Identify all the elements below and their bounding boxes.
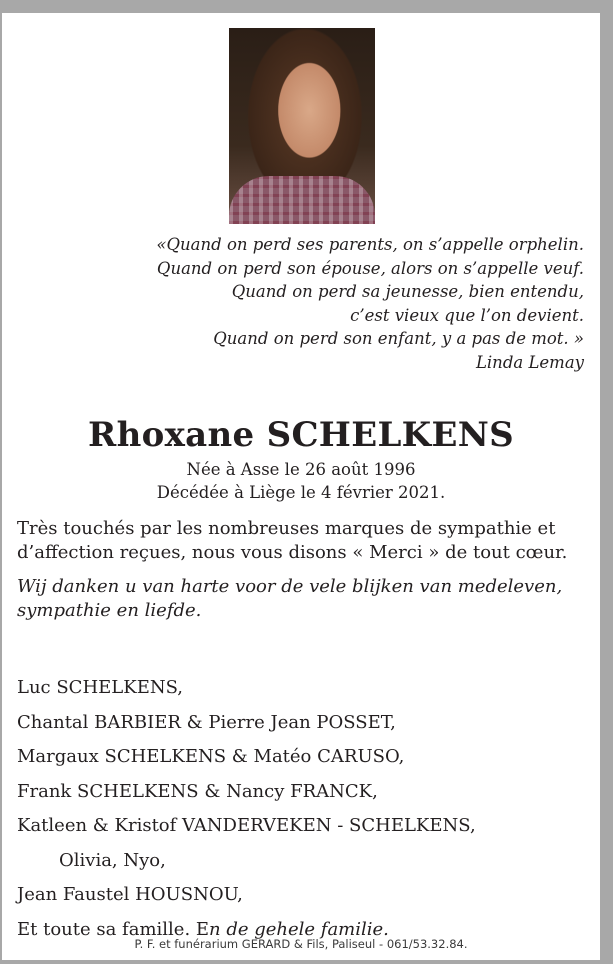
family-member: Frank SCHELKENS & Nancy FRANCK, xyxy=(17,780,378,802)
quote-line: c’est vieux que l’on devient. xyxy=(350,305,584,325)
family-member: Margaux SCHELKENS & Matéo CARUSO, xyxy=(17,746,405,767)
death-date: Décédée à Liège le 4 février 2021. xyxy=(156,483,446,502)
family-list xyxy=(17,671,587,947)
closing-dutch: n de gehele familie. xyxy=(209,918,389,940)
portrait-photo xyxy=(229,28,375,224)
birth-date: Née à Asse le 26 août 1996 xyxy=(186,460,416,479)
thanks-dutch: Wij danken u van harte voor de vele blijken van medeleven, sympathie en liefde. xyxy=(17,576,563,621)
obituary-card xyxy=(2,13,600,960)
family-member: Jean Faustel HOUSNOU, xyxy=(17,884,243,905)
thanks-french: Très touchés par les nombreuses marques de sympathie et d’affection reçues, nous vous disons « Merci » de tout cœur. xyxy=(17,518,568,563)
quote-author: Linda Lemay xyxy=(475,352,584,372)
quote-line: Quand on perd son épouse, alors on s’appelle veuf. xyxy=(156,258,584,278)
quote-line: Quand on perd sa jeunesse, bien entendu, xyxy=(231,282,584,301)
birth-death-dates xyxy=(2,458,600,504)
quote-line: Quand on perd son enfant, y a pas de mot. » xyxy=(213,329,584,348)
quote-line: «Quand on perd ses parents, on s’appelle orphelin. xyxy=(156,235,584,254)
portrait-shirt xyxy=(229,176,375,224)
family-member: Luc SCHELKENS, xyxy=(17,677,183,698)
family-member: Katleen & Kristof VANDERVEKEN - SCHELKENS, xyxy=(17,815,476,836)
family-member: Olivia, Nyo, xyxy=(59,849,166,871)
poem-quote xyxy=(124,233,584,374)
family-member: Chantal BARBIER & Pierre Jean POSSET, xyxy=(17,711,396,733)
deceased-name: Rhoxane SCHELKENS xyxy=(88,415,514,455)
funeral-home-footer: P. F. et funérarium GERARD & Fils, Paliseul - 061/53.32.84. xyxy=(134,937,468,951)
closing-french: Et toute sa famille. E xyxy=(17,918,210,940)
